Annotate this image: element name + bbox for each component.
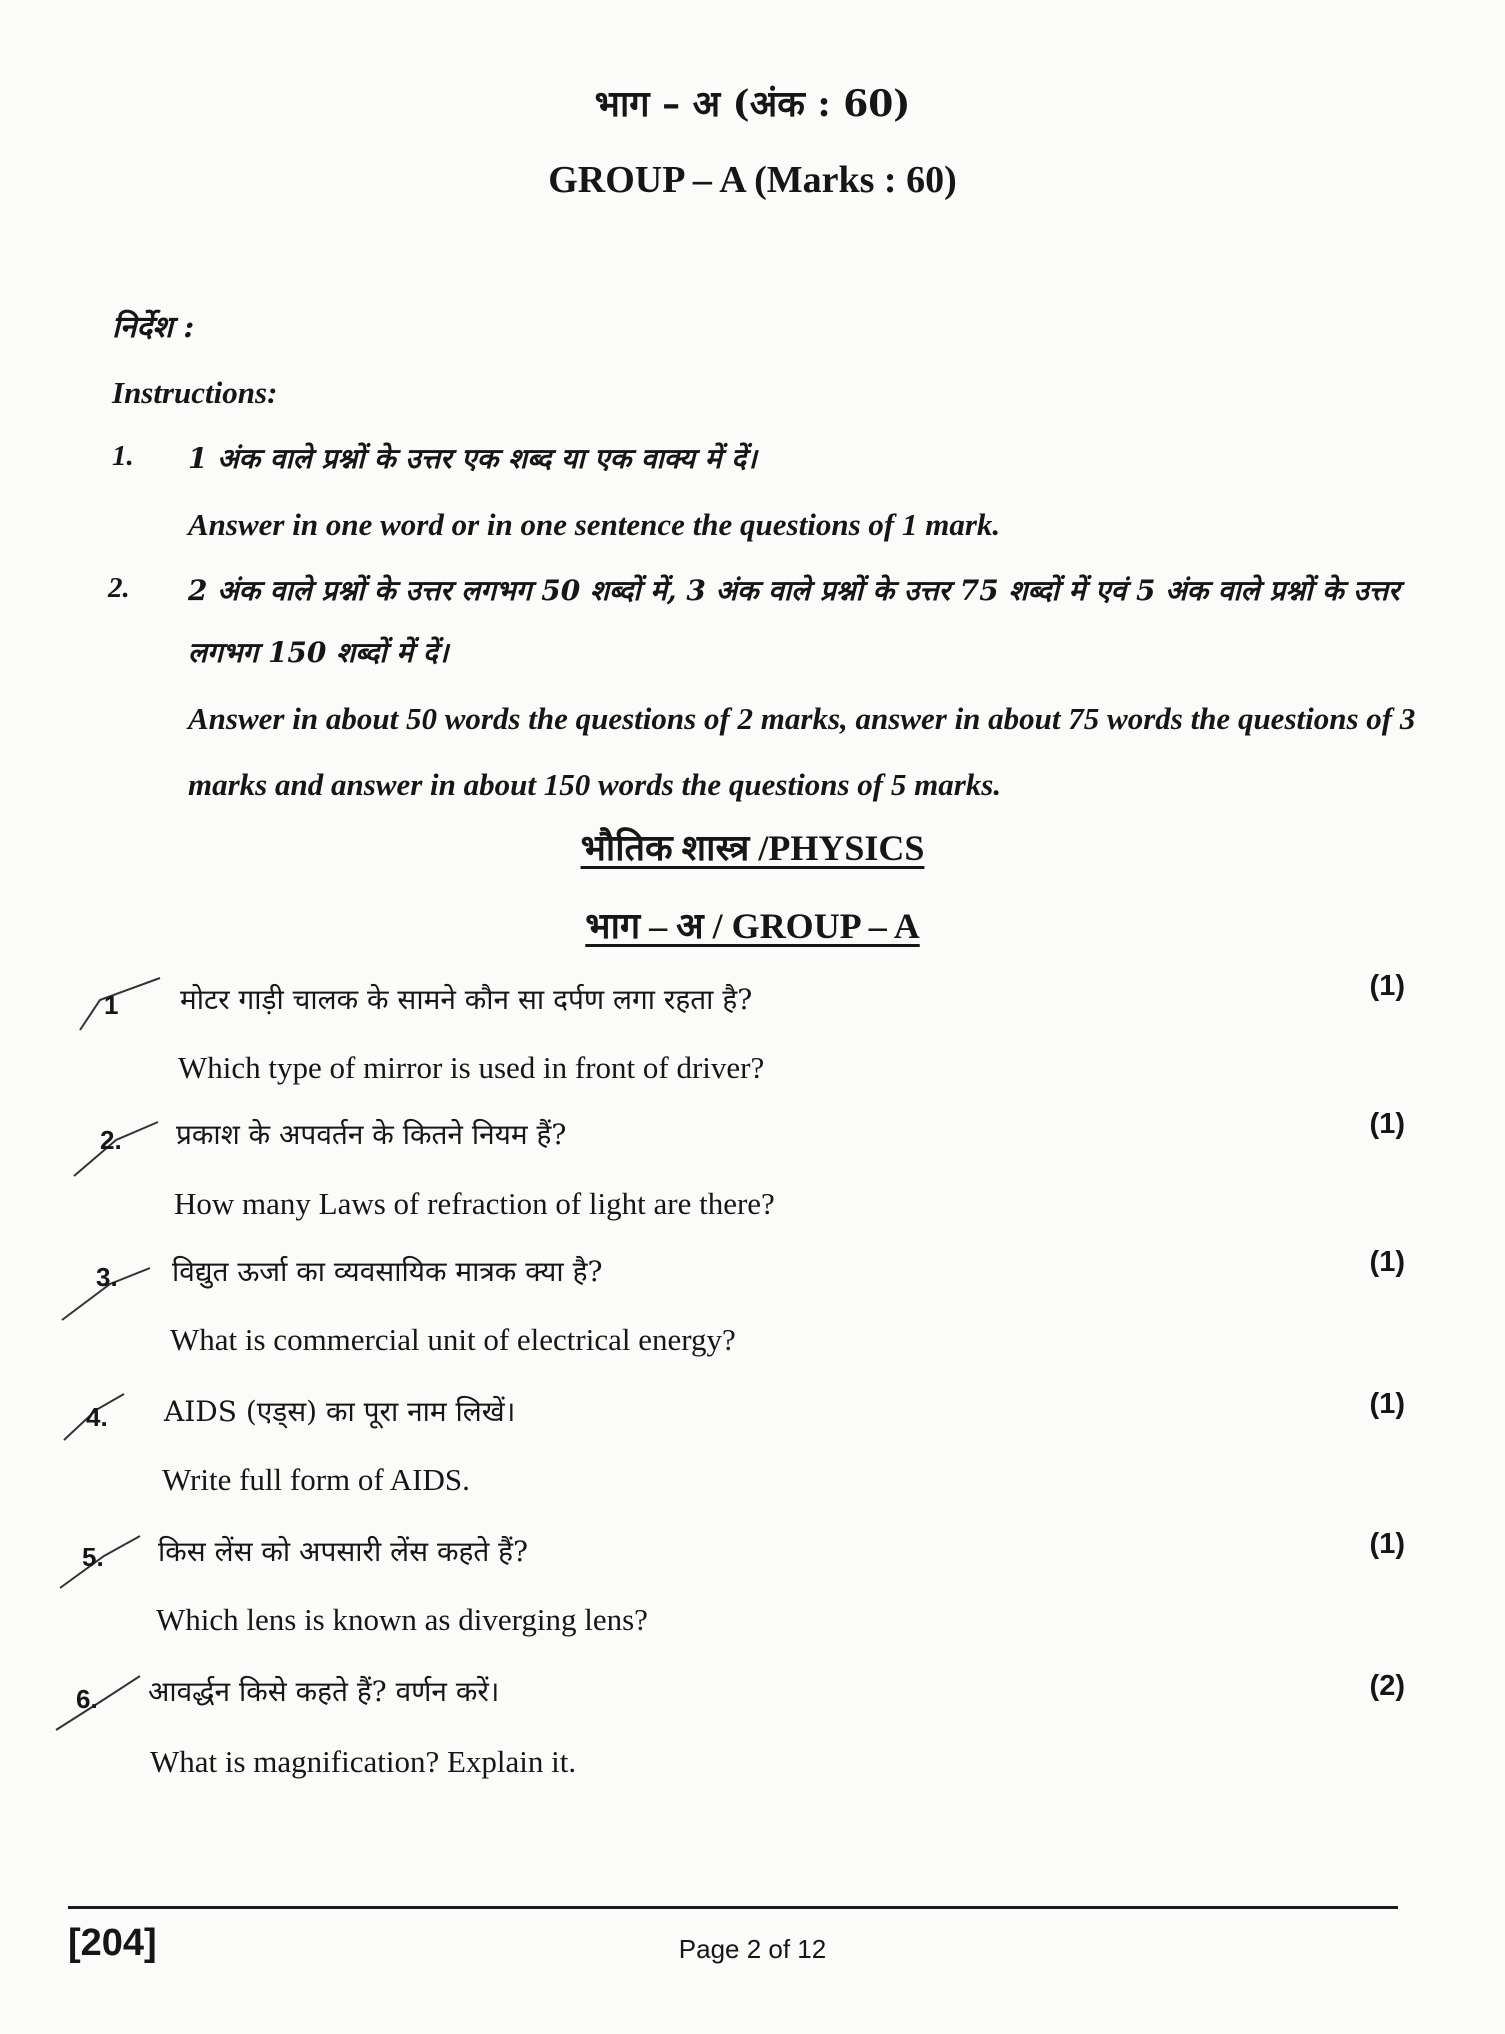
question-english: Which lens is known as diverging lens? bbox=[156, 1602, 648, 1637]
question-marks: (1) bbox=[1369, 1246, 1405, 1278]
question-hindi: किस लेंस को अपसारी लेंस कहते हैं? bbox=[158, 1535, 529, 1568]
instruction-number: 1. bbox=[112, 440, 134, 472]
english-group-title: GROUP – A (Marks : 60) bbox=[548, 159, 957, 201]
instruction-english: Answer in about 50 words the questions of 2 marks, answer in about 75 words the questions of 3 marks and answer in about 150 words the questions of 5 marks. bbox=[188, 701, 1416, 802]
question-hindi: प्रकाश के अपवर्तन के कितने नियम हैं? bbox=[176, 1118, 567, 1151]
question-marks: (1) bbox=[1369, 1108, 1405, 1140]
group-heading: भाग – अ / GROUP – A bbox=[585, 906, 920, 946]
question-english: What is commercial unit of electrical energy? bbox=[170, 1322, 736, 1357]
question-english: Write full form of AIDS. bbox=[162, 1462, 470, 1497]
question-number: 5. bbox=[82, 1542, 104, 1572]
instruction-hindi: 1 अंक वाले प्रश्नों के उत्तर एक शब्द या एक वाक्य में दें। bbox=[188, 442, 757, 475]
question-hindi: आवर्द्धन किसे कहते हैं? वर्णन करें। bbox=[148, 1675, 500, 1708]
question-english: What is magnification? Explain it. bbox=[150, 1744, 577, 1779]
instruction-english: Answer in one word or in one sentence the questions of 1 mark. bbox=[188, 507, 1001, 542]
hindi-group-title: भाग – अ (अंक : 60) bbox=[594, 83, 911, 125]
instruction-hindi: 2 अंक वाले प्रश्नों के उत्तर लगभग 50 शब्दों में, 3 अंक वाले प्रश्नों के उत्तर 75 शब्दों में एवं 5 अंक वाले प्रश्नों के उत्तर लगभग 150 शब्दों में दें। bbox=[188, 574, 1400, 669]
question-marks: (1) bbox=[1369, 970, 1405, 1002]
hindi-instructions-label: निर्देश : bbox=[112, 310, 195, 345]
question-number: 4. bbox=[86, 1402, 108, 1432]
question-marks: (1) bbox=[1369, 1388, 1405, 1420]
question-english: How many Laws of refraction of light are there? bbox=[174, 1186, 775, 1221]
question-hindi: मोटर गाड़ी चालक के सामने कौन सा दर्पण लगा रहता है? bbox=[180, 983, 753, 1016]
question-number: 1 bbox=[104, 990, 119, 1020]
english-instructions-label: Instructions: bbox=[112, 375, 278, 410]
subject-heading: भौतिक शास्त्र /PHYSICS bbox=[580, 828, 925, 868]
question-hindi: AIDS (एड्स) का पूरा नाम लिखें। bbox=[164, 1395, 516, 1428]
footer-divider bbox=[68, 1906, 1398, 1909]
paper-code: [204] bbox=[68, 1922, 157, 1964]
question-number: 3. bbox=[96, 1262, 118, 1292]
question-number: 6. bbox=[76, 1684, 98, 1714]
instruction-number: 2. bbox=[108, 572, 130, 604]
page-number: Page 2 of 12 bbox=[678, 1934, 827, 1964]
question-marks: (1) bbox=[1369, 1528, 1405, 1560]
question-marks: (2) bbox=[1369, 1670, 1405, 1702]
question-hindi: विद्युत ऊर्जा का व्यवसायिक मात्रक क्या है? bbox=[172, 1255, 603, 1288]
question-english: Which type of mirror is used in front of driver? bbox=[178, 1050, 765, 1085]
question-number: 2. bbox=[100, 1125, 122, 1155]
